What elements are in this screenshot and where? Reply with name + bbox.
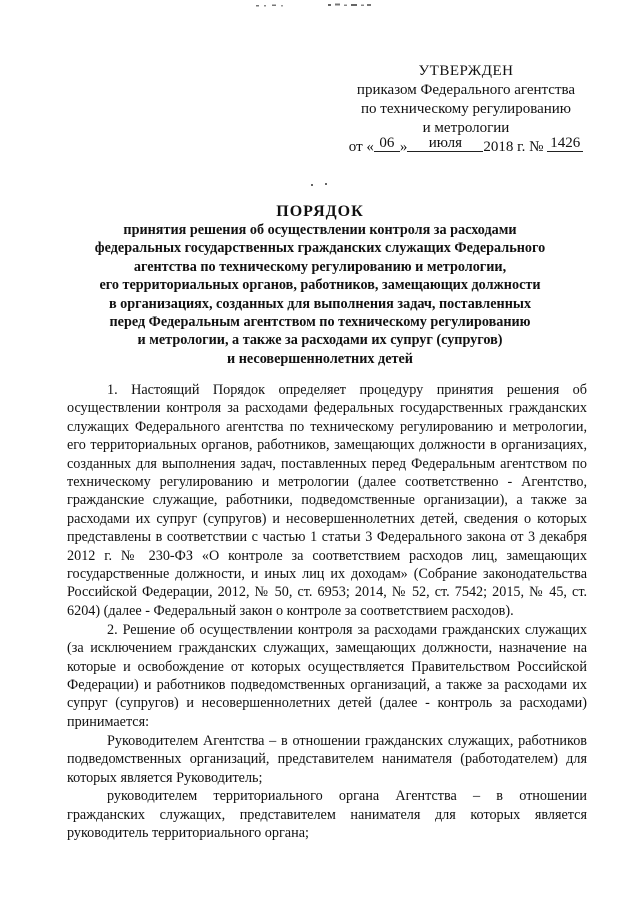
document-subtitle — [60, 221, 580, 368]
subtitle-line: федеральных государственных гражданских служащих Федерального — [94, 240, 546, 257]
document-body — [67, 381, 587, 843]
subtitle-line: в организациях, созданных для выполнения задач, поставленных — [108, 295, 532, 312]
order-date-line — [316, 135, 616, 157]
paragraph-4: руководителем территориального органа Агентства – в отношении гражданских служащих, представителем нанимателя для которых является руководитель территориального органа; — [67, 788, 587, 842]
subtitle-line: его территориальных органов, работников, замещающих должности — [99, 277, 541, 294]
scan-specks — [252, 2, 382, 10]
date-mid: » — [399, 139, 408, 155]
order-line-3: и метрологии — [422, 120, 510, 136]
order-line-2: по техническому регулированию — [360, 101, 572, 117]
document-title: ПОРЯДОК — [276, 203, 364, 220]
subtitle-line: агентства по техническому регулированию и метрологии, — [133, 258, 507, 275]
paragraph-3: Руководителем Агентства – в отношении гражданских служащих, работников подведомственных организаций, представителем нанимателя (работодателем) для которых является Руководитель; — [67, 732, 587, 786]
date-year: 2018 г. № — [483, 139, 544, 155]
subtitle-line: перед Федеральным агентством по техническому регулированию — [109, 314, 531, 331]
date-prefix: от « — [348, 139, 374, 155]
paragraph-1: 1. Настоящий Порядок определяет процедуру принятия решения об осуществлении контроля за расходами федеральных государственных гражданских служащих Федерального агентства по техническому регулированию и метрологии, его территориальных органов, работников, замещающих должности в организациях, созданных для выполнения задач, поставленных перед Федеральным агентством по техническому регулированию и метрологии (далее соответственно - Агентство, гражданские служащие, работники, подведомственные организации), а также за расходами их супруг (супругов) и несовершеннолетних детей, сведения о которых представлены в соответствии с частью 1 статьи 3 Федерального закона от 3 декабря 2012 г. № 230-ФЗ «О контроле за соответствием расходов лиц, замещающих государственные должности, и иных лиц их доходам» (Собрание законодательства Российской Федерации, 2012, № 50, ст. 6953; 2014, № 52, ст. 7542; 2015, № 45, ст. 6204) (далее - Федеральный закон о контроле за соответствием расходов). — [67, 382, 587, 619]
date-day: 06 — [374, 136, 400, 152]
subtitle-line: и несовершеннолетних детей — [227, 350, 413, 367]
approved-heading: УТВЕРЖДЕН — [418, 63, 514, 79]
scan-dots — [308, 180, 338, 188]
paragraph-2: 2. Решение об осуществлении контроля за расходами гражданских служащих (за исключением гражданских служащих, замещающих должности, назначение на которые и освобождение от которых осуществляется Правительством Российской Федерации) и работников подведомственных организаций, а также за расходами их супруг (супругов) и несовершеннолетних детей (далее - контроль за расходами) принимается: — [67, 621, 587, 730]
approval-block — [316, 62, 616, 157]
date-month: июля — [407, 136, 483, 152]
order-line-1: приказом Федерального агентства — [356, 82, 576, 98]
subtitle-line: и метрологии, а также за расходами их супруг (супругов) — [137, 332, 503, 349]
order-number: 1426 — [547, 136, 583, 152]
subtitle-line: принятия решения об осуществлении контроля за расходами — [123, 222, 517, 238]
